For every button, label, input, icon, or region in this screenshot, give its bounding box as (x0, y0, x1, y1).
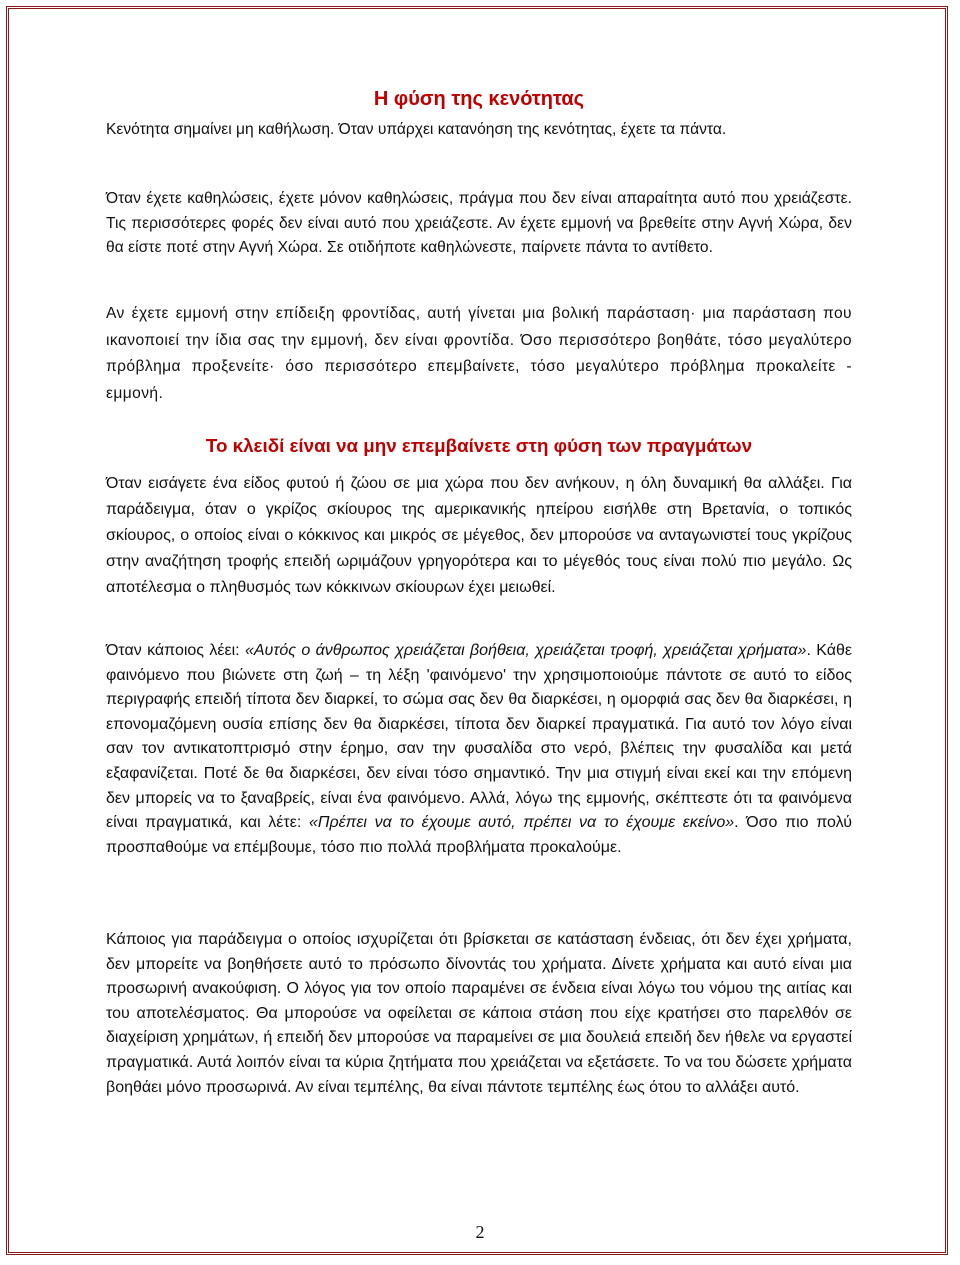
page-number: 2 (475, 1222, 485, 1242)
paragraph-attachments: Όταν έχετε καθηλώσεις, έχετε μόνον καθηλώσεις, πράγμα που δεν είναι απαραίτητα αυτό που χρειάζεστε. Τις περισσότερες φορές δεν είναι αυτό που χρειάζεστε. Αν έχετε εμμονή να βρεθείτε στην Αγνή Χώρα, δεν θα είστε ποτέ στην Αγνή Χώρα. Σε οτιδήποτε καθηλώνεστε, παίρνετε πάντα το αντίθετο. (106, 190, 852, 256)
phenomena-text-intro: Όταν κάποιος λέει: (106, 642, 245, 659)
document-title: Η φύση της κενότητας (373, 88, 585, 110)
phenomena-text-end: . Όσο πιο πολύ προσπαθούμε να επέμβουμε, τόσο πιο πολλά προβλήματα προκαλούμε. (106, 814, 852, 856)
paragraph-care-obsession: Αν έχετε εμμονή στην επίδειξη φροντίδας, αυτή γίνεται μια βολική παράσταση· μια παράσταση που ικανοποιεί την ίδια σας την εμμονή, δεν είναι φροντίδα. Όσο περισσότερο βοηθάτε, τόσο μεγαλύτερο πρόβλημα προξενείτε· όσο περισσότερο επεμβαίνετε, τόσο μεγαλύτερο πρόβλημα προκαλείτε - εμμονή. (106, 305, 852, 402)
phenomena-quote-help: «Αυτός ο άνθρωπος χρειάζεται βοήθεια, χρειάζεται τροφή, χρειάζεται χρήματα» (244, 642, 807, 659)
section-heading: Το κλειδί είναι να μην επεμβαίνετε στη φύση των πραγμάτων (205, 435, 753, 456)
paragraph-phenomena (106, 639, 852, 910)
paragraph-poverty-example: Κάποιος για παράδειγμα ο οποίος ισχυρίζεται ότι βρίσκεται σε κατάσταση ένδειας, ότι δεν έχει χρήματα, δεν μπορείτε να βοηθήσετε αυτό το πρόσωπο δίνοντάς του χρήματα. Δίνετε χρήματα και αυτό είναι μια προσωρινή ανακούφιση. Ο λόγος για τον οποίο παραμένει σε ένδεια είναι λόγω του νόμου της αιτίας και του αποτελέσματος. Θα μπορούσε να οφείλεται σε κάποια στάση που είχε κρατήσει στο παρελθόν σε διαχείριση χρημάτων, ή επειδή δεν μπορούσε να παραμείνει σε μια δουλειά επειδή δεν ήθελε να εργαστεί πραγματικά. Αυτά λοιπόν είναι τα κύρια ζητήματα που χρειάζεται να εξετάσετε. Το να του δώσετε χρήματα βοηθάει μόνο προσωρινά. Αν είναι τεμπέλης, θα είναι πάντοτε τεμπέλης έως ότου το αλλάξει αυτό. (106, 931, 852, 1096)
phenomena-quote-must-have: «Πρέπει να το έχουμε αυτό, πρέπει να το έχουμε εκείνο» (308, 814, 735, 832)
paragraph-emptiness-definition: Κενότητα σημαίνει μη καθήλωση. Όταν υπάρχει κατανόηση της κενότητας, έχετε τα πάντα. (106, 121, 727, 138)
phenomena-text-body: . Κάθε φαινόμενο που βιώνετε στη ζωή – τη λέξη 'φαινόμενο' την χρησιμοποιούμε πάντοτε σε αυτό το είδος περιγραφής επειδή τίποτα δεν διαρκεί, το σώμα σας δεν θα διαρκέσει, η ομορφιά σας δεν θα διαρκέσει, η επονομαζόμενη ουσία επίσης δεν θα διαρκέσει, τίποτα δεν διαρκεί πραγματικά. Για αυτό τον λόγο είναι σαν τον αντικατοπτρισμό στην έρημο, σαν την φυσαλίδα στο νερό, βλέπεις την φυσαλίδα και μετά εξαφανίζεται. Ποτέ δε θα διαρκέσει, δεν είναι τόσο σημαντικό. Την μια στιγμή είναι εκεί και την επόμενη δεν μπορείς να το ξαναβρείς, είναι ένα φαινόμενο. Αλλά, λόγω της εμμονής, σκέπτεστε ότι τα φαινόμενα είναι πραγματικά, και λέτε: (106, 642, 853, 832)
paragraph-squirrel-example: Όταν εισάγετε ένα είδος φυτού ή ζώου σε μια χώρα που δεν ανήκουν, η όλη δυναμική θα αλλάξει. Για παράδειγμα, όταν ο γκρίζος σκίουρος της αμερικανικής ηπείρου εισήλθε στη Βρετανία, ο τοπικός σκίουρος, ο οποίος είναι ο κόκκινος και μικρός σε μέγεθος, δεν μπορούσε να ανταγωνιστεί τους γκρίζους στην αναζήτηση τροφής επειδή ωριμάζουν γρηγορότερα και το μέγεθός τους είναι πολύ πιο μεγάλο. Ως αποτέλεσμα ο πληθυσμός των κόκκινων σκίουρων έχει μειωθεί. (106, 475, 852, 596)
document-body (106, 82, 852, 1150)
